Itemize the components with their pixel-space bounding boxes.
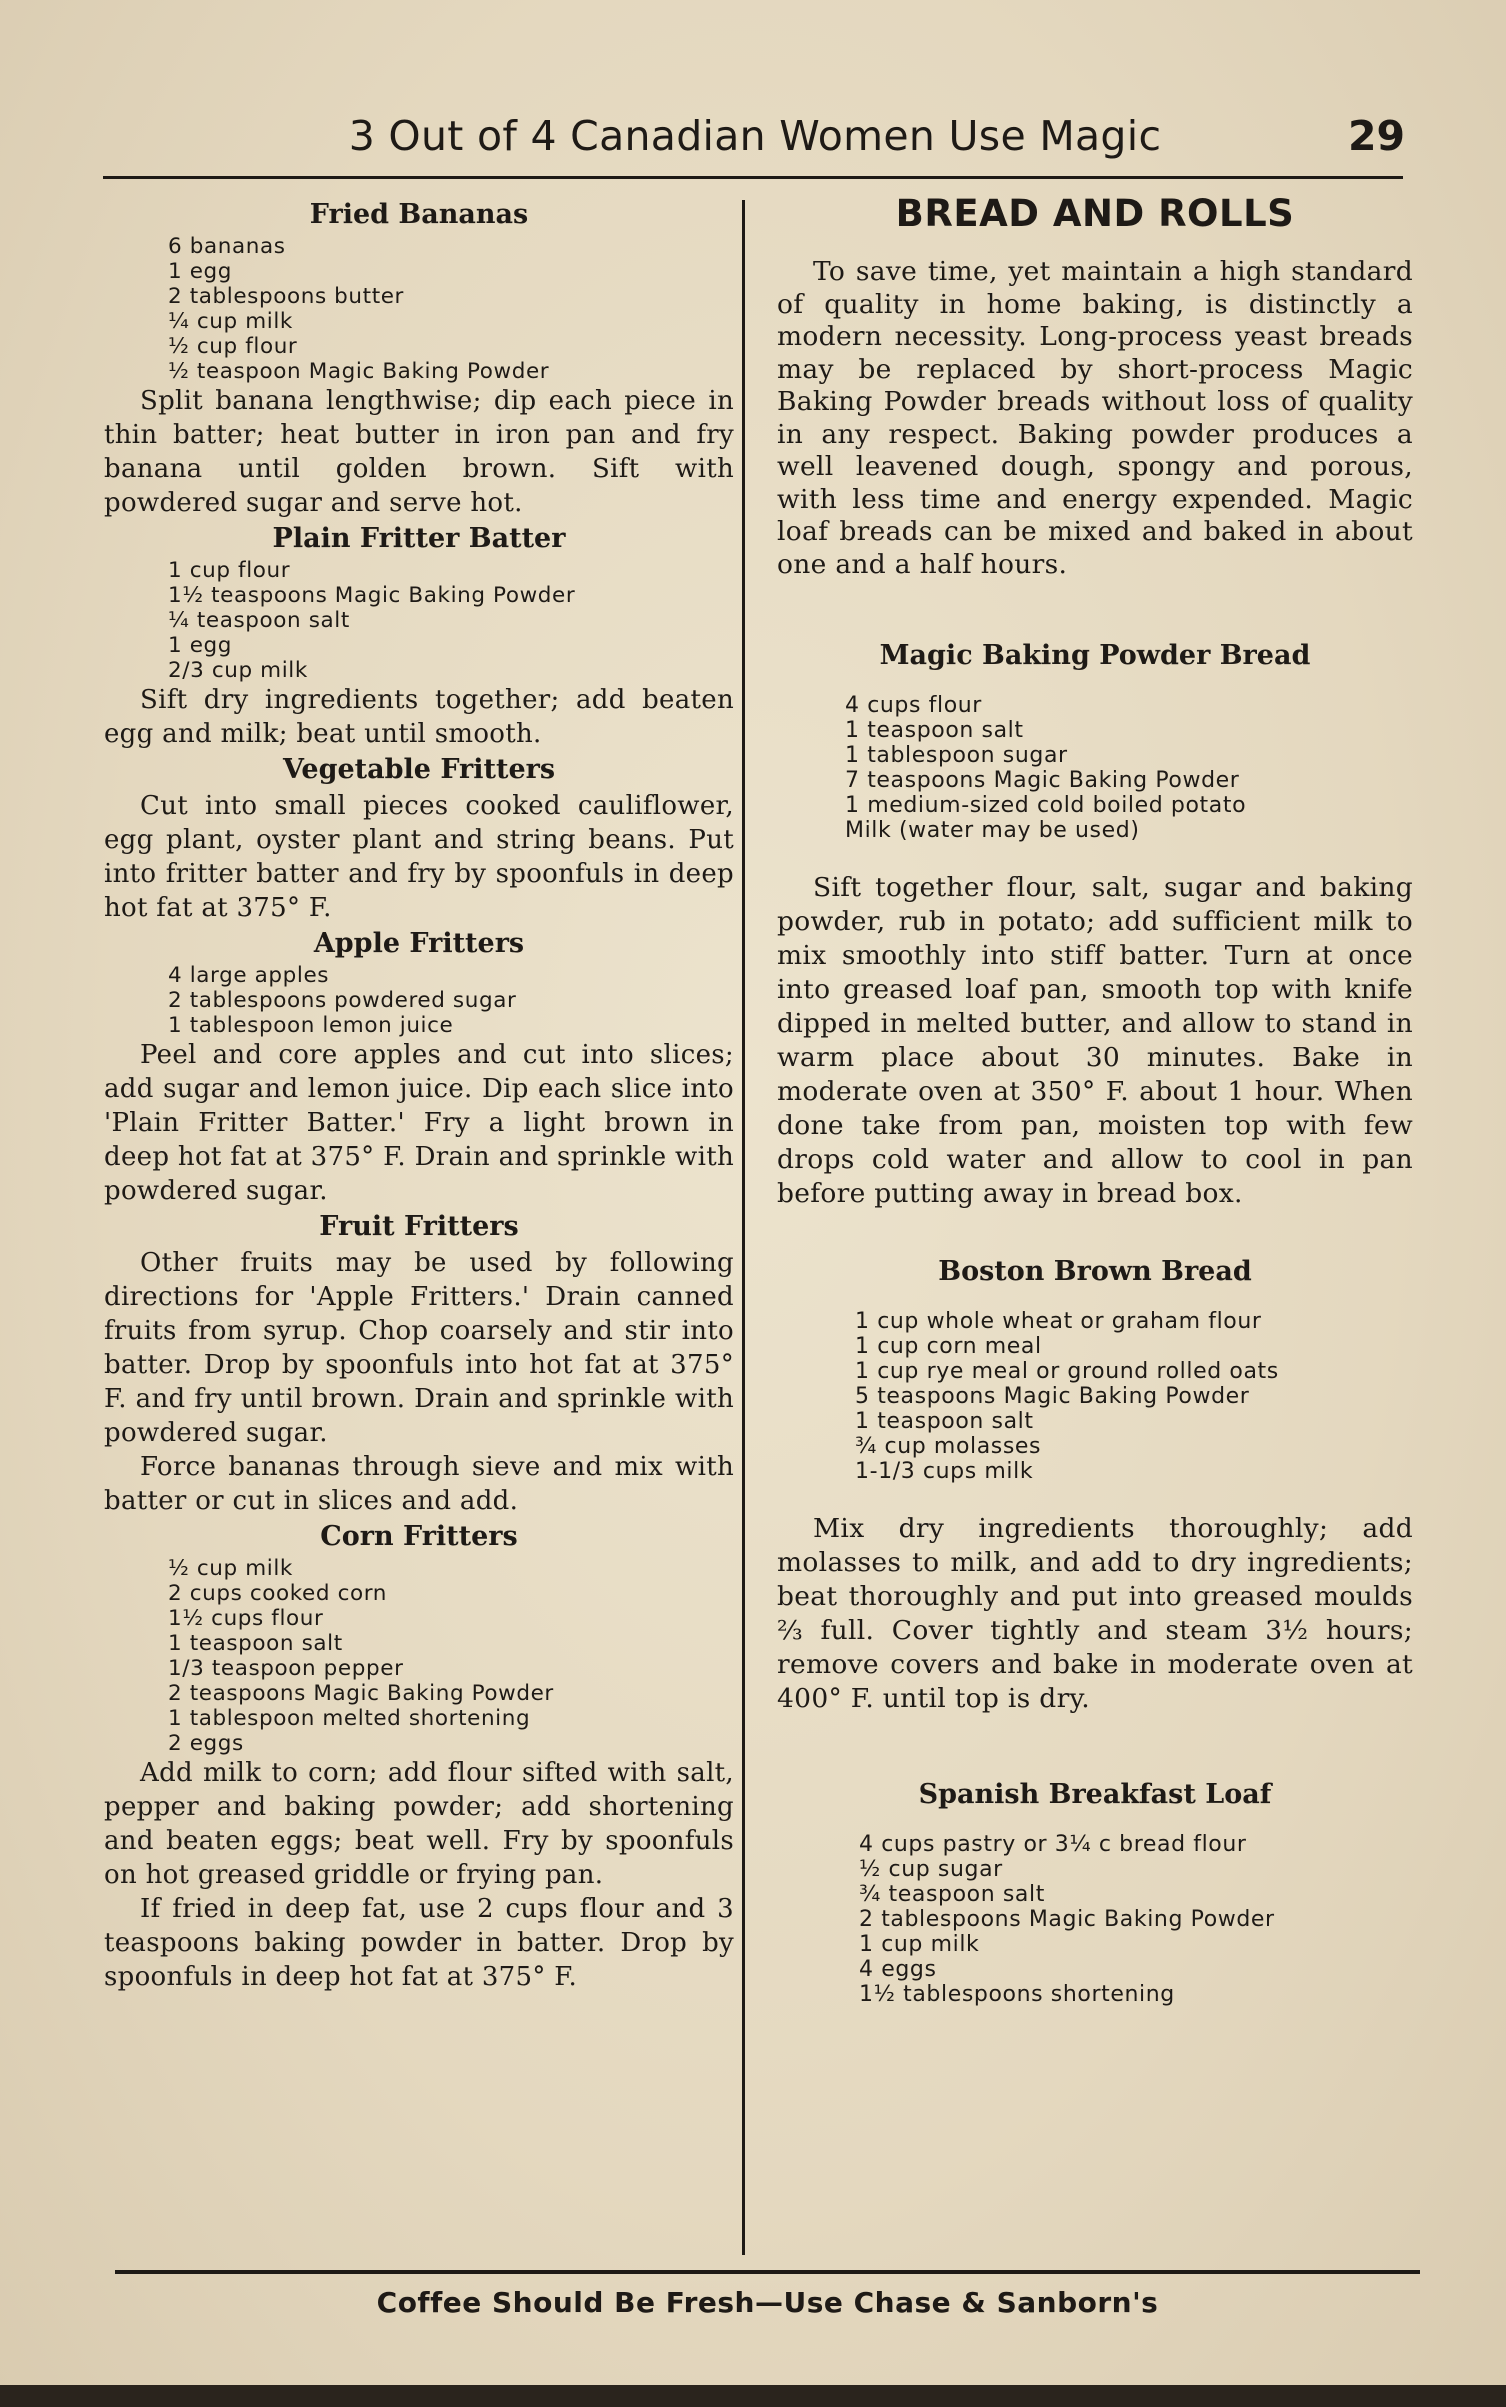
ingredient: 1 teaspoon salt: [855, 1409, 1034, 1434]
ingredient: 1 egg: [168, 259, 233, 284]
ingredient: 5 teaspoons Magic Baking Powder: [855, 1384, 1250, 1409]
ingredient: ½ teaspoon Magic Baking Powder: [168, 359, 550, 384]
ingredient: 2 tablespoons powdered sugar: [168, 988, 517, 1013]
recipe-magic-baking-powder-bread: [777, 637, 1413, 1211]
ingredient: 1½ tablespoons shortening: [859, 1982, 1175, 2007]
ingredient: 2/3 cup milk: [168, 658, 308, 683]
recipe-title: Apple Fritters: [313, 928, 525, 959]
recipe-vegetable-fritters: [104, 751, 734, 925]
ingredient: 1 teaspoon salt: [168, 1631, 343, 1656]
recipe-title: Fried Bananas: [309, 199, 529, 230]
recipe-method: Split banana lengthwise; dip each piece in thin batter; heat butter in iron pan and fry banana until golden brown. Sift with powdered sugar and serve hot.: [104, 386, 734, 518]
recipe-method-note: Force bananas through sieve and mix with batter or cut in slices and add.: [104, 1452, 734, 1516]
ingredient: ½ cup sugar: [859, 1857, 1003, 1882]
recipe-boston-brown-bread: [777, 1253, 1413, 1716]
ingredient: 1 tablespoon lemon juice: [168, 1013, 454, 1038]
ingredient: 2 tablespoons Magic Baking Powder: [859, 1907, 1275, 1932]
ingredient: Milk (water may be used): [845, 818, 1140, 843]
ingredient: 4 large apples: [168, 963, 330, 988]
recipe-method: Cut into small pieces cooked cauliflower, egg plant, oyster plant and string beans. Put into fritter batter and fry by spoonfuls in deep hot fat at 375° F.: [104, 791, 734, 923]
page-header: [105, 110, 1405, 172]
ingredient: ½ cup milk: [168, 1556, 293, 1581]
ingredient-list: [168, 1556, 734, 1756]
recipe-title: Spanish Breakfast Loaf: [918, 1779, 1272, 1810]
ingredient: 2 eggs: [168, 1731, 244, 1756]
ingredient: ¼ cup milk: [168, 309, 293, 334]
ingredient-list: [168, 234, 734, 384]
ingredient: 1 cup whole wheat or graham flour: [855, 1309, 1262, 1334]
ingredient: 1 cup flour: [168, 558, 291, 583]
header-rule: [103, 176, 1403, 179]
ingredient: ½ cup flour: [168, 334, 298, 359]
recipe-method-note: If fried in deep fat, use 2 cups flour and 3 teaspoons baking powder in batter. Drop by spoonfuls in deep hot fat at 375° F.: [104, 1894, 734, 1992]
recipe-method: Other fruits may be used by following directions for 'Apple Fritters.' Drain canned fruits from syrup. Chop coarsely and stir into batter. Drop by spoonfuls into hot fat at 375° F. and fry until brown. Drain and sprinkle with powdered sugar.: [104, 1248, 734, 1448]
ingredient: 1 medium-sized cold boiled potato: [845, 793, 1247, 818]
ingredient: 4 cups flour: [845, 693, 982, 718]
recipe-method: Peel and core apples and cut into slices; add sugar and lemon juice. Dip each slice into 'Plain Fritter Batter.' Fry a light brown in deep hot fat at 375° F. Drain and sprinkle with powdered sugar.: [104, 1040, 734, 1206]
ingredient-list: [168, 963, 734, 1038]
recipe-title: Corn Fritters: [320, 1521, 518, 1552]
ingredient-list: [168, 558, 734, 683]
recipe-title: Boston Brown Bread: [938, 1256, 1252, 1287]
recipe-fried-bananas: [104, 196, 734, 520]
ingredient-list: [859, 1832, 1413, 2007]
ingredient-list: [855, 1309, 1413, 1484]
ingredient: 2 teaspoons Magic Baking Powder: [168, 1681, 554, 1706]
ingredient: 1 tablespoon melted shortening: [168, 1706, 531, 1731]
column-divider: [742, 200, 745, 2255]
ingredient: 1 cup milk: [859, 1932, 980, 1957]
recipe-method: Mix dry ingredients thoroughly; add molasses to milk, and add to dry ingredients; beat thoroughly and put into greased moulds ⅔ full. Cover tightly and steam 3½ hours; remove covers and bake in moderate oven at 400° F. until top is dry.: [777, 1513, 1413, 1714]
section-intro: To save time, yet maintain a high standard of quality in home baking, is distinctly a modern necessity. Long-process yeast breads may be replaced by short-process Magic Baking Powder breads without loss of quality in any respect. Baking powder produces a well leavened dough, spongy and porous, with less time and energy expended. Magic loaf breads can be mixed and baked in about one and a half hours.: [777, 256, 1413, 580]
recipe-spanish-breakfast-loaf: [777, 1776, 1413, 2007]
page-title: 3 Out of 4 Canadian Women Use Magic: [348, 112, 1162, 160]
right-column: [777, 188, 1413, 2007]
ingredient: ¼ teaspoon salt: [168, 608, 350, 633]
page-number: 29: [1347, 112, 1405, 160]
ingredient: 2 tablespoons butter: [168, 284, 404, 309]
ingredient: 4 cups pastry or 3¼ c bread flour: [859, 1832, 1247, 1857]
ingredient: ¾ teaspoon salt: [859, 1882, 1045, 1907]
ingredient: 1 teaspoon salt: [845, 718, 1024, 743]
ingredient: 1½ cups flour: [168, 1606, 324, 1631]
recipe-fruit-fritters: [104, 1208, 734, 1518]
recipe-title: Plain Fritter Batter: [272, 523, 566, 554]
ingredient: 1 cup corn meal: [855, 1334, 1042, 1359]
ingredient: 4 eggs: [859, 1957, 937, 1982]
recipe-title: Vegetable Fritters: [282, 754, 556, 785]
left-column: [104, 196, 734, 1994]
recipe-method: Sift dry ingredients together; add beaten egg and milk; beat until smooth.: [104, 685, 734, 749]
ingredient: 6 bananas: [168, 234, 286, 259]
page-bottom-edge: [0, 2385, 1506, 2407]
recipe-method: Sift together flour, salt, sugar and baking powder, rub in potato; add sufficient milk to mix smoothly into stiff batter. Turn at once into greased loaf pan, smooth top with knife dipped in melted butter, and allow to stand in warm place about 30 minutes. Bake in moderate oven at 350° F. about 1 hour. When done take from pan, moisten top with few drops cold water and allow to cool in pan before putting away in bread box.: [777, 872, 1413, 1209]
section-title: BREAD AND ROLLS: [895, 192, 1295, 235]
ingredient: ¾ cup molasses: [855, 1434, 1042, 1459]
recipe-corn-fritters: [104, 1518, 734, 1994]
ingredient: 7 teaspoons Magic Baking Powder: [845, 768, 1240, 793]
footer-rule: [115, 2270, 1420, 2274]
ingredient: 1 tablespoon sugar: [845, 743, 1068, 768]
page-footer: Coffee Should Be Fresh—Use Chase & Sanborn's: [376, 2286, 1159, 2319]
recipe-title: Magic Baking Powder Bread: [879, 640, 1311, 671]
ingredient: 1/3 teaspoon pepper: [168, 1656, 404, 1681]
ingredient: 1½ teaspoons Magic Baking Powder: [168, 583, 576, 608]
ingredient: 1-1/3 cups milk: [855, 1459, 1034, 1484]
ingredient: 2 cups cooked corn: [168, 1581, 388, 1606]
ingredient: 1 cup rye meal or ground rolled oats: [855, 1359, 1279, 1384]
ingredient: 1 egg: [168, 633, 233, 658]
recipe-title: Fruit Fritters: [319, 1211, 519, 1242]
recipe-apple-fritters: [104, 925, 734, 1208]
recipe-method: Add milk to corn; add flour sifted with salt, pepper and baking powder; add shortening and beaten eggs; beat well. Fry by spoonfuls on hot greased griddle or frying pan.: [104, 1758, 734, 1890]
ingredient-list: [845, 693, 1413, 843]
recipe-plain-fritter-batter: [104, 520, 734, 751]
